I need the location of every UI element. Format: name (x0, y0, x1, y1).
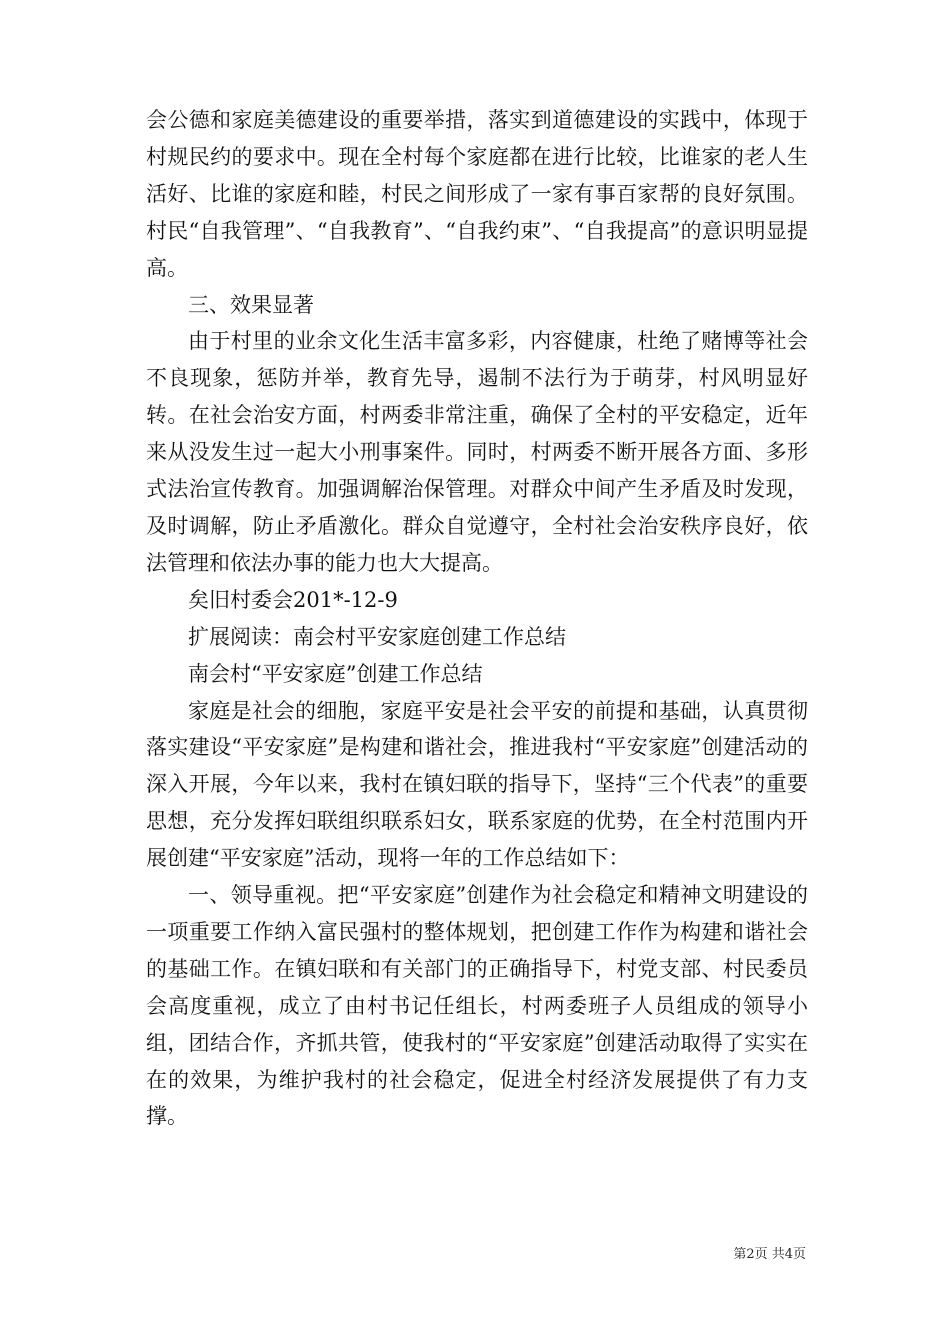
paragraph-continuation: 会公德和家庭美德建设的重要举措，落实到道德建设的实践中，体现于村规民约的要求中。现在全村每个家庭都在进行比较，比谁家的老人生活好、比谁的家庭和睦，村民之间形成了一家有事百家帮的良好氛围。村民“自我管理”、“自我教育”、“自我约束”、“自我提高”的意识明显提高。 (146, 108, 808, 280)
document-body (146, 102, 808, 1135)
signature-date-line: 矣旧村委会201*-12-9 (188, 587, 398, 612)
paragraph-leadership: 一、领导重视。把“平安家庭”创建作为社会稳定和精神文明建设的一项重要工作纳入富民强村的整体规划，把创建工作作为构建和谐社会的基础工作。在镇妇联和有关部门的正确指导下，村党支部、村民委员会高度重视，成立了由村书记任组长，村两委班子人员组成的领导小组，团结合作，齐抓共管，使我村的“平安家庭”创建活动取得了实实在在的效果，为维护我村的社会稳定，促进全村经济发展提供了有力支撑。 (146, 883, 808, 1129)
section-heading-results: 三、效果显著 (188, 292, 314, 317)
extended-reading-line: 扩展阅读：南会村平安家庭创建工作总结 (188, 624, 566, 649)
page-number-footer: 第2页 共4页 (733, 1247, 806, 1262)
paragraph-results: 由于村里的业余文化生活丰富多彩，内容健康，杜绝了赌博等社会不良现象，惩防并举，教育先导，遏制不法行为于萌芽，村风明显好转。在社会治安方面，村两委非常注重，确保了全村的平安稳定，近年来从没发生过一起大小刑事案件。同时，村两委不断开展各方面、多形式法治宣传教育。加强调解治保管理。对群众中间产生矛盾及时发现，及时调解，防止矛盾激化。群众自觉遵守，全村社会治安秩序良好，依法管理和依法办事的能力也大大提高。 (146, 329, 808, 575)
report-title: 南会村“平安家庭”创建工作总结 (188, 661, 483, 686)
paragraph-introduction: 家庭是社会的细胞，家庭平安是社会平安的前提和基础，认真贯彻落实建设“平安家庭”是构建和谐社会，推进我村“平安家庭”创建活动的深入开展，今年以来，我村在镇妇联的指导下，坚持“三个代表”的重要思想，充分发挥妇联组织联系妇女，联系家庭的优势，在全村范围内开展创建“平安家庭”活动，现将一年的工作总结如下： (146, 698, 808, 871)
